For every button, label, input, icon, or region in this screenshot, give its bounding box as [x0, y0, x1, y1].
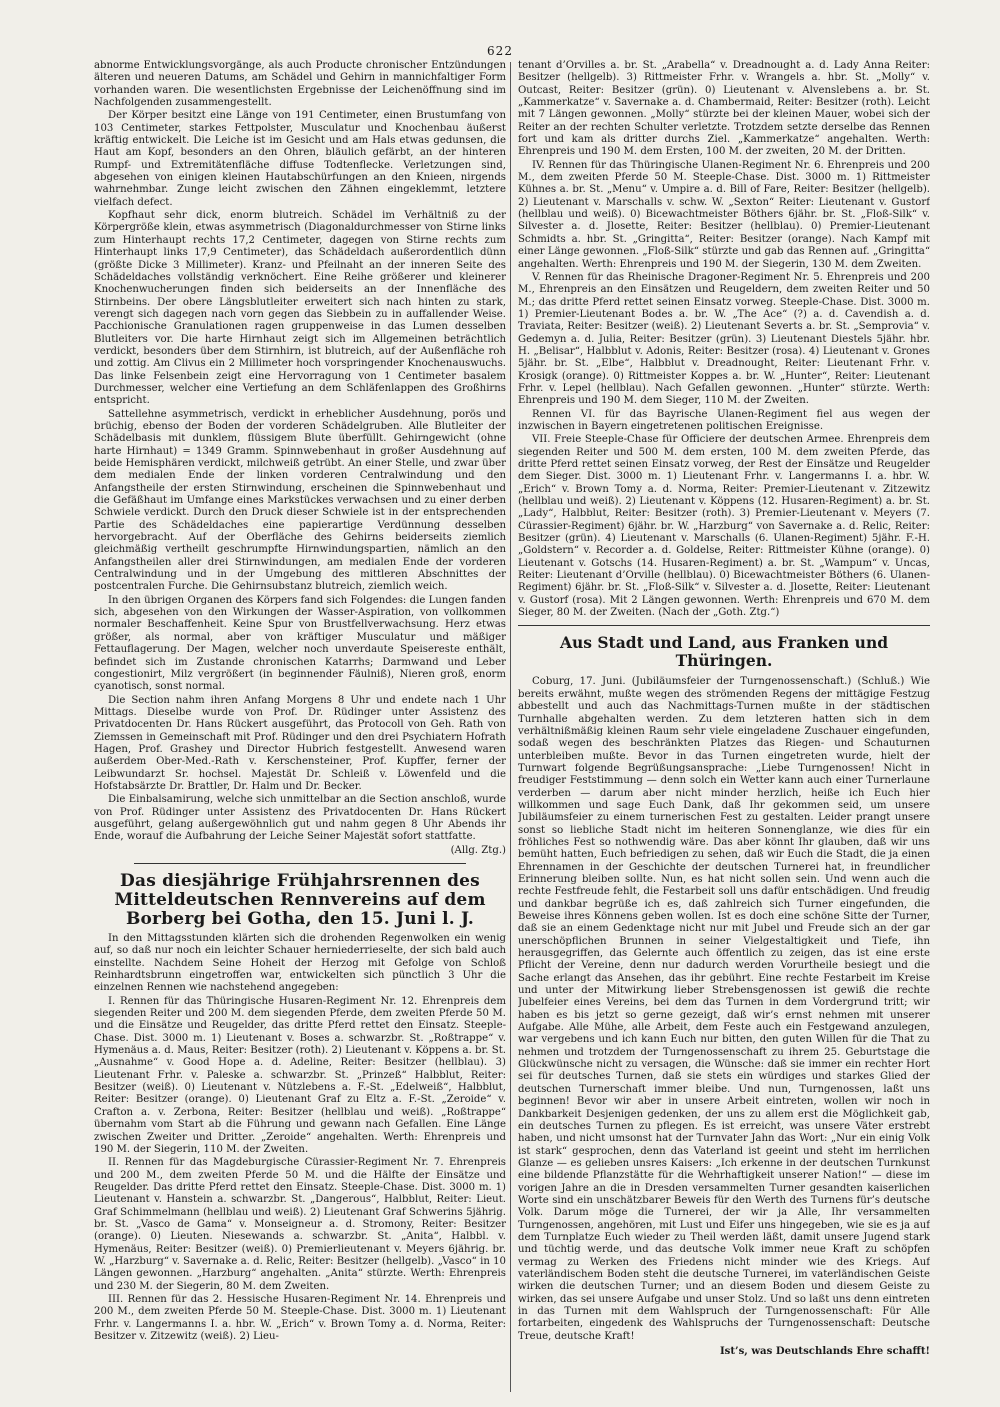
race-7: VII. Freie Steeple-Chase für Officiere der deutschen Armee. Ehrenpreis dem siegenden Reiter und 500 M. dem ersten, 100 M. dem zweiten Pferde, das dritte Pferd rettet seinen Einsatz vorweg, der Rest der Einsätze und Reugelder dem Sieger. Dist. 3000 m. 1) Lieutenant Frhr. v. Langermanns I. a. hbr. W. „Erich“ v. Brown Tomy a. d. Norma, Reiter: Premier-Lieutenant v. Zitzewitz (hellblau und weiß). 2) Lieutenant v. Köppens (12. Husaren-Regiment) a. br. St. „Lady“, Halbblut, Reiter: Besitzer (roth). 3) Premier-Lieutenant v. Meyers (7. Cürassier-Regiment) 6jähr. br. W. „Harzburg“ von Savernake a. d. Relic, Reiter: Besitzer (grün). 4) Lieutenant v. Marschalls (6. Ulanen-Regiment) 5jähr. F.-H. „Goldstern“ v. Recorder a. d. Goldelse, Reiter: Rittmeister Kühne (orange). 0) Lieutenant v. Gotschs (14. Husaren-Regiment) a. br. St. „Wampum“ v. Uncas, Reiter: Lieutenant d’Orville (hellblau). 0) Bicewachtmeister Böthers (6. Ulanen-Regiment) 6jähr. br. St. „Floß-Silk“ v. Silvester a. d. Jlosette, Reiter: Lieutenant v. Gustorf (rosa). Mit 2 Längen gewonnen. Werth: Ehrenpreis und 670 M. dem Sieger, 80 M. der Zweiten. (Nach der „Goth. Ztg.“) [518, 434, 930, 619]
race-intro: In den Mittagsstunden klärten sich die drohenden Regenwolken ein wenig auf, so daß nur noch ein leichter Schauer herniederrieselte, der sich bald auch einstellte. Nachdem Seine Hoheit der Herzog mit Gefolge von Schloß Reinhardtsbrunn eingetroffen war, entwickelten sich pünctlich 3 Uhr die einzelnen Rennen wie nachstehend angegeben: [94, 933, 506, 994]
source-credit: (Allg. Ztg.) [450, 844, 506, 856]
race-2: II. Rennen für das Magdeburgische Cürassier-Regiment Nr. 7. Ehrenpreis und 200 M., dem zweiten Pferde 50 M. und die Hälfte der Einsätze und Reugelder. Das dritte Pferd rettet den Einsatz. Steeple-Chase. Dist. 3000 m. 1) Lieutenant v. Hanstein a. schwarzbr. St. „Dangerous“, Halbblut, Reiter: Lieut. Graf Schimmelmann (hellblau und weiß). 2) Lieutenant Graf Schwerins 5jährig. br. St. „Vasco de Gama“ v. Monseigneur a. d. Stromony, Reiter: Besitzer (orange). 0) Lieuten. Niesewands a. schwarzbr. St. „Anita“, Halbbl. v. Hymenäus, Reiter: Besitzer (weiß). 0) Premierlieutenant v. Meyers 6jährig. br. W. „Harzburg“ v. Savernake a. d. Relic, Reiter: Besitzer (hellgelb). „Vasco“ in 10 Längen gewonnen. „Harzburg“ angehalten. „Anita“ stürzte. Werth: Ehrenpreis und 230 M. der Siegerin, 80 M. dem Zweiten. [94, 1157, 506, 1292]
section-rule [134, 863, 466, 864]
race-3-continued: tenant d’Orvilles a. br. St. „Arabella“ v. Dreadnought a. d. Lady Anna Reiter: Besitzer (hellgelb). 3) Rittmeister Frhr. v. Wrangels a. hbr. St. „Molly“ v. Outcast, Reiter: Besitzer (grün). 0) Lieutenant v. Alvenslebens a. br. St. „Kammerkatze“ v. Savernake a. d. Chambermaid, Reiter: Besitzer (roth). Leicht mit 7 Längen gewonnen. „Molly“ stürzte bei der kleinen Mauer, wobei sich der Reiter an der rechten Schulter verletzte. Trotzdem setzte derselbe das Rennen fort und kam als dritter durchs Ziel. „Kammerkatze“ angehalten. Werth: Ehrenpreis und 190 M. dem Ersten, 100 M. der zweiten, 20 M. der Dritten. [518, 60, 930, 158]
section-rule-right [518, 625, 930, 626]
coburg-report: Coburg, 17. Juni. (Jubiläumsfeier der Turngenossenschaft.) (Schluß.) Wie bereits erwähnt, mußte wegen des strömenden Regens der mittägige Festzug abbestellt und auch das Nachmittags-Turnen mußte in der städtischen Turnhalle abgehalten werden. Zu dem letzteren hatten sich in dem verhältnißmäßig kleinen Raum sehr viele eingeladene Zuschauer eingefunden, sodaß wegen des beschränkten Platzes das Riegen- und Schauturnen unterbleiben mußte. Bevor in das Turnen eingetreten wurde, hielt der Turnwart folgende Begrüßungsansprache: „Liebe Turngenossen! Nicht in freudiger Feststimmung — denn solch ein Wetter kann auch einer Turnerlaune verderben — darum aber nicht minder herzlich, heiße ich Euch hier willkommen und sage Euch Dank, daß Ihr gekommen seid, um unsere Jubiläumsfeier zu einem turnerischen Fest zu gestalten. Leider prangt unsere sonst so liebliche Stadt nicht im heiteren Sonnenglanze, wie dies für ein fröhliches Fest so nothwendig wäre. Das aber könnt Ihr glauben, daß wir uns bemüht hatten, Euch befriedigen zu sehen, daß wir Euch die Stadt, die ja einen Ehrennamen in der Geschichte der deutschen Turnerei hat, in freundlicher Erinnerung bleiben sollte. Nun, es hat nicht sollen sein. Und wenn auch die rechte Festfreude fehlt, die Festarbeit soll uns dafür entschädigen. Und freudig und dankbar begrüße ich es, daß zahlreich sich Turner eingefunden, die Beweise ihres Könnens geben wollen. Ist es doch eine schöne Sitte der Turner, daß sie an einem Gedenktage nicht nur mit Jubel und Freude sich an der gar unerschöpflichen Brunnen in seiner Vielgestaltigkeit und Tiefe, ihn herausgegriffen, das Gelernte auch öffentlich zu zeigen, das ist eine erste Pflicht der Vereine, denn nur dadurch werden Vorurtheile besiegt und die Sache erlangt das Ansehen, das ihr gebührt. Eine rechte Festarbeit im Kreise und unter der Mitwirkung lieber Strebensgenossen ist gewiß die rechte Jubelfeier eines Vereins, bei dem das Turnen in dem Vordergrund tritt; wir haben es bis jetzt so gerne gezeigt, daß wir’s ernst nehmen mit unserer Aufgabe. Alle Mühe, alle Arbeit, dem Feste auch ein Festgewand anzulegen, war vergebens und ich kann Euch nur bitten, den guten Willen für die That zu nehmen und trotzdem der Turngenossenschaft zu ihrem 25. Geburtstage die Glückwünsche nicht zu versagen, die Wünsche: daß sie immer ein rechter Hort sei für deutsches Turnen, daß sie stets ein würdiges und starkes Glied der deutschen Turnerschaft immer bleibe. Und nun, Turngenossen, laßt uns beginnen! Bevor wir aber in unsere Arbeit eintreten, wollen wir noch in Dankbarkeit Desjenigen gedenken, der uns zu allem erst die Möglichkeit gab, ein deutsches Turnen zu pflegen. Es ist erreicht, was unsere Väter erstrebt haben, und nicht umsonst hat der Turnvater Jahn das Wort: „Nur ein einig Volk ist stark“ gesprochen, denn das Vaterland ist geeint und steht im herrlichen Glanze — es gelieben unsres Kaisers: „Ich erkenne in der deutschen Turnkunst eine bildende Pflanzstätte für die Wehrhaftigkeit unserer Nation!“ — diese im vorigen Jahre an die in Dresden versammelten Turner gesandten kaiserlichen Worte sind ein unschätzbarer Beweis für den Werth des Turnens für’s deutsche Volk. Darum möge die Turnerei, der wir ja Alle, Ihr versammelten Turngenossen, angehören, mit Lust und Eifer uns hingegeben, wie sie es ja auf dem Turnplatze Euch wieder zu Theil werden läßt, damit unsere Jugend stark und tüchtig werde, und das deutsche Volk immer neue Kraft zu schöpfen vermag zu Werken des Friedens nicht minder wie des Kriegs. Auf vaterländischem Boden steht die deutsche Turnerei, im vaterländischen Geiste wirken die deutschen Turner; und an diesem Boden und diesem Geiste zu wirken, das sei unsere Aufgabe und unser Stolz. Und so laßt uns denn eintreten in das Turnen mit dem Wahlspruch der Turngenossenschaft: Für Alle fortarbeiten, eingedenk des Wahlspruchs der Turngenossenschaft: Deutsche Treue, deutsche Kraft! [518, 676, 930, 1342]
race-article-heading: Das diesjährige Frühjahrsrennen des Mitteldeutschen Rennvereins auf dem Borberg bei Gotha, den 15. Juni l. J. [114, 871, 486, 929]
autopsy-paragraph-1: abnorme Entwicklungsvorgänge, als auch Producte chronischer Entzündungen älteren und neueren Datums, am Schädel und Gehirn in mannichfaltiger Form vorhanden waren. Die wesentlichsten Ergebnisse der Leichenöffnung sind im Nachfolgenden zusammengestellt. [94, 60, 506, 109]
right-column [518, 60, 930, 1400]
race-4: IV. Rennen für das Thüringische Ulanen-Regiment Nr. 6. Ehrenpreis und 200 M., dem zweiten Pferde 50 M. Steeple-Chase. Dist. 3000 m. 1) Rittmeister Kühnes a. br. St. „Menu“ v. Umpire a. d. Bill of Fare, Reiter: Besitzer (hellgelb). 2) Lieutenant v. Marschalls v. schw. W. „Sexton“ Reiter: Lieutenant v. Gustorf (hellblau und weiß). 0) Bicewachtmeister Böthers 6jähr. br. St. „Floß-Silk“ v. Silvester a. d. Jlosette, Reiter: Besitzer (hellblau). 0) Premier-Lieutenant Schmidts a. hbr. St. „Gringitta“, Reiter: Besitzer (orange). Nach Kampf mit einer Länge gewonnen. „Floß-Silk“ stürzte und gab das Rennen auf. „Gringitta“ angehalten. Werth: Ehrenpreis und 190 M. der Siegerin, 130 M. dem Zweiten. [518, 159, 930, 270]
race-6: Rennen VI. für das Bayrische Ulanen-Regiment fiel aus wegen der inzwischen in Bayern eingetretenen politischen Ereignisse. [518, 408, 930, 432]
left-column [94, 60, 506, 1400]
autopsy-paragraph-6: Die Section nahm ihren Anfang Morgens 8 Uhr und endete nach 1 Uhr Mittags. Dieselbe wurde von Prof. Dr. Rüdinger unter Assistenz des Privatdocenten Dr. Hans Rückert ausgeführt, das Protocoll von Geh. Rath von Ziemssen in Gemeinschaft mit Prof. Rüdinger und den drei Psychiatern Hofrath Hagen, Prof. Grashey und Director Hubrich festgestellt. Anwesend waren außerdem Ober-Med.-Rath v. Kerschensteiner, Prof. Kupffer, ferner der Leibwundarzt Sr. hochsel. Majestät Dr. Schleiß v. Löwenfeld und die Hofstabsärzte Dr. Brattler, Dr. Halm und Dr. Becker. [94, 694, 506, 792]
race-3: III. Rennen für das 2. Hessische Husaren-Regiment Nr. 14. Ehrenpreis und 200 M., dem zweiten Pferde 50 M. Steeple-Chase. Dist. 3000 m. 1) Lieutenant Frhr. v. Langermanns I. a. hbr. W. „Erich“ v. Brown Tomy a. d. Norma, Reiter: Besitzer v. Zitzewitz (weiß). 2) Lieu- [94, 1293, 506, 1342]
autopsy-paragraph-4: Sattellehne asymmetrisch, verdickt in erheblicher Ausdehnung, porös und brüchig, ebenso der Boden der vorderen Schädelgruben. Alle Blutleiter der Schädelbasis mit dunklem, flüssigem Blute überfüllt. Gehirngewicht (ohne harte Hirnhaut) = 1349 Gramm. Spinnwebenhaut in großer Ausdehnung auf beide Hemisphären verdickt, milchweiß getrübt. An einer Stelle, und zwar über dem medialen Ende der linken vorderen Centralwindung und den Anfangstheile der ersten Stirnwindung, erscheinen die Spinnwebenhaut und die Gefäßhaut im Umfange eines Markstückes verwachsen und zu einer derben Schwiele verdickt. Durch den Druck dieser Schwiele ist in der entsprechenden Partie des Schädeldaches eine papierartige Verdünnung desselben hervorgebracht. Auf der Oberfläche des Gehirns beiderseits ziemlich gleichmäßig vertheilt geschrumpfte Hirnwindungspartien, nämlich an den Anfangstheilen aller drei Stirnwindungen, am medialen Ende der vorderen Centralwindung und in der Umgebung des mittleren Abschnittes der postcentralen Furche. Die Gehirnsubstanz blutreich, ziemlich weich. [94, 408, 506, 593]
autopsy-paragraph-2: Der Körper besitzt eine Länge von 191 Centimeter, einen Brustumfang von 103 Centimeter, starkes Fettpolster, Musculatur und Knochenbau äußerst kräftig entwickelt. Die Leiche ist im Gesicht und am Hals etwas gedunsen, die Haut am Kopf, besonders an den Ohren, bläulich gefärbt, an der hinteren Rumpf- und Extremitätenfläche diffuse Todtenflecke. Verletzungen sind, abgesehen von einigen kleinen Hautabschürfungen an den Knieen, nirgends wahrnehmbar. Zunge leicht zwischen den Zähnen eingeklemmt, letztere vielfach defect. [94, 110, 506, 208]
closing-line: Ist’s, was Deutschlands Ehre schafft! [719, 1345, 930, 1358]
page-number: 622 [487, 44, 513, 58]
autopsy-paragraph-5: In den übrigen Organen des Körpers fand sich Folgendes: die Lungen fanden sich, abgesehen von den Wirkungen der Wasser-Aspiration, von vollkommen normaler Beschaffenheit. Keine Spur von Brustfellverwachsung. Herz etwas größer, als normal, aber von kräftiger Musculatur und mäßiger Fettauflagerung. Der Magen, welcher noch unverdaute Speisereste enthält, befindet sich im Zustande chronischen Katarrhs; Darmwand und Leber congestionirt, Milz vergrößert (in beginnender Fäulniß), Nieren groß, enorm cyanotisch, sonst normal. [94, 594, 506, 693]
autopsy-paragraph-7: Die Einbalsamirung, welche sich unmittelbar an die Section anschloß, wurde von Prof. Rüdinger unter Assistenz des Privatdocenten Dr. Hans Rückert ausgeführt, gelang außergewöhnlich gut und nahm gegen 8 Uhr Abends ihr Ende, worauf die Aufbahrung der Leiche Seiner Majestät sofort stattfatte. [94, 794, 506, 843]
column-divider [510, 62, 511, 1392]
race-5: V. Rennen für das Rheinische Dragoner-Regiment Nr. 5. Ehrenpreis und 200 M., Ehrenpreis an den Einsätzen und Reugeldern, dem zweiten Reiter und 50 M.; das dritte Pferd rettet seinen Einsatz vorweg. Steeple-Chase. Dist. 3000 m. 1) Premier-Lieutenant Bodes a. br. W. „The Ace“ (?) a. d. Cavendish a. d. Traviata, Reiter: Besitzer (weiß). 2) Lieutenant Severts a. br. St. „Semprovia“ v. Gedemyn a. d. Julia, Reiter: Besitzer (grün). 3) Lieutenant Diestels 5jähr. hbr. H. „Belisar“, Halbblut v. Adonis, Reiter: Besitzer (rosa). 4) Lieutenant v. Grones 5jähr. br. St. „Elbe“, Halbblut v. Dreadnought, Reiter: Lieutenant Frhr. v. Krosigk (orange). 0) Rittmeister Koppes a. br. W. „Hunter“, Reiter: Lieutenant Frhr. v. Lepel (hellblau). Nach Gefallen gewonnen. „Hunter“ stürzte. Werth: Ehrenpreis und 190 M. dem Sieger, 110 M. der Zweiten. [518, 271, 930, 407]
race-1: I. Rennen für das Thüringische Husaren-Regiment Nr. 12. Ehrenpreis dem siegenden Reiter und 200 M. dem siegenden Pferde, dem zweiten Pferde 50 M. und die Einsätze und Reugelder, das dritte Pferd rettet den Einsatz. Steeple-Chase. Dist. 3000 m. 1) Lieutenant v. Boses a. schwarzbr. St. „Roßtrappe“ v. Hymenäus a. d. Maus, Reiter: Besitzer (roth). 2) Lieutenant v. Köppens a. br. St. „Ausnahme“ v. Good Hope a. d. Adeline, Reiter: Besitzer (hellblau). 3) Lieutenant Frhr. v. Paleske a. schwarzbr. St. „Prinzeß“ Halbblut, Reiter: Besitzer (weiß). 0) Lieutenant v. Nützlebens a. F.-St. „Edelweiß“, Halbblut, Reiter: Besitzer (orange). 0) Lieutenant Graf zu Eltz a. F.-St. „Zeroide“ v. Crafton a. v. Zerbona, Reiter: Besitzer (hellblau und weiß). „Roßtrappe“ übernahm vom Start ab die Führung und gewann nach Gefallen. Eine Länge zwischen Zweiter und Dritter. „Zeroide“ angehalten. Werth: Ehrenpreis und 190 M. der Siegerin, 110 M. der Zweiten. [94, 995, 506, 1155]
regional-news-heading: Aus Stadt und Land, aus Franken und Thüringen. [559, 633, 889, 671]
autopsy-paragraph-3: Kopfhaut sehr dick, enorm blutreich. Schädel im Verhältniß zu der Körpergröße klein, etwas asymmetrisch (Diagonaldurchmesser von Stirne links zum Hinterhaupt rechts 17,2 Centimeter, dagegen von Stirne rechts zum Hinterhaupt links 17,9 Centimeter), das Schädeldach außerordentlich dünn (größte Dicke 3 Millimeter). Kranz- und Pfeilnaht an der inneren Seite des Schädeldaches vollständig verknöchert. Eine Reihe größerer und kleinerer Knochenwucherungen finden sich beiderseits an der Innenfläche des Stirnbeins. Der obere Längsblutleiter erweitert sich nach hinten zu stark, verengt sich dagegen nach vorn gegen das Siebbein zu in auffallender Weise. Pacchionische Granulationen ragen gruppenweise in das Lumen desselben Blutleiters vor. Die harte Hirnhaut zeigt sich im Allgemeinen beträchtlich verdickt, besonders über dem Stirnhirn, ist blutreich, auf der Außenfläche roh und zottig. Am Clivus ein 2 Millimeter hoch vorspringender Knochenauswuchs. Das linke Felsenbein zeigt eine Hervorragung von 1 Centimeter basalem Durchmesser, welcher eine Vertiefung an dem Schläfenlappen des Großhirns entspricht. [94, 210, 506, 407]
